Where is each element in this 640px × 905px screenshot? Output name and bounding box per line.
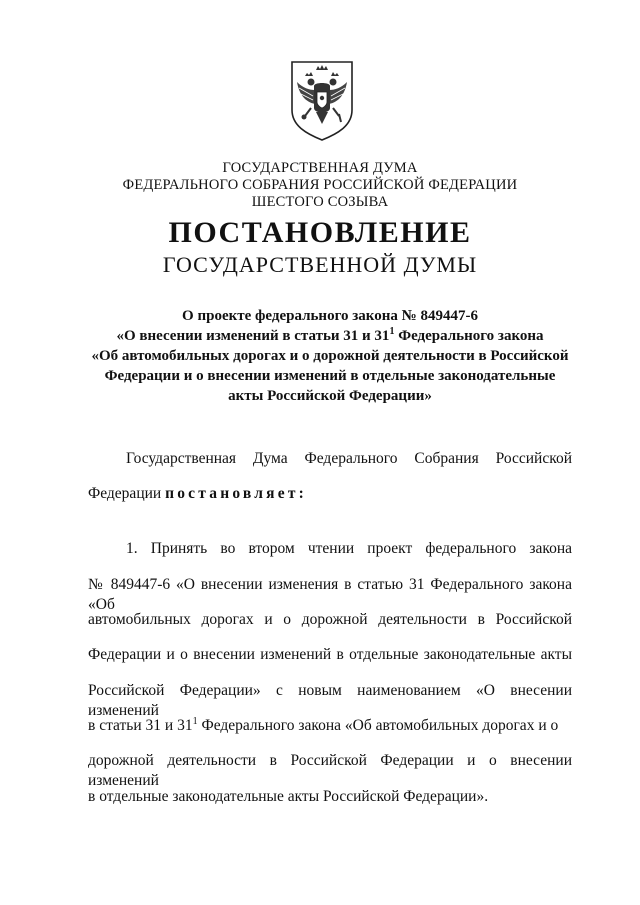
preamble-line-1: Государственная Дума Федерального Собрания Российской	[126, 450, 572, 467]
item1-line-4: Федерации и о внесении изменений в отдельные законодательные акты	[88, 646, 572, 663]
item1-line-5: Российской Федерации» с новым наименованием «О внесении изменений	[88, 682, 572, 719]
item1-line-6-text-b: Федерального закона «Об автомобильных дорогах и о	[197, 717, 559, 734]
subject-line-1: О проекте федерального закона № 849447-6	[182, 308, 478, 324]
subject-line-2-superscript: 1	[389, 326, 395, 337]
document-issuer-title: ГОСУДАРСТВЕННОЙ ДУМЫ	[162, 252, 478, 277]
item1-line-2: № 849447-6 «О внесении изменения в статью 31 Федерального закона «Об	[88, 576, 572, 613]
item1-line-6	[88, 716, 572, 736]
item1-line-8: в отдельные законодательные акты Российской Федерации».	[88, 788, 489, 805]
preamble-line-2	[88, 484, 572, 504]
subject-line-2-text-b: Федерального закона	[394, 328, 544, 344]
subject-line-4: Федерации и о внесении изменений в отдельные законодательные	[104, 368, 556, 384]
org-header	[0, 160, 640, 211]
subject-line-2	[80, 326, 580, 346]
item1-line-6-superscript: 1	[192, 716, 198, 727]
org-line-3: ШЕСТОГО СОЗЫВА	[251, 194, 389, 210]
document-subject	[80, 306, 580, 406]
org-line-1: ГОСУДАРСТВЕННАЯ ДУМА	[222, 160, 418, 176]
item1-line-3: автомобильных дорогах и о дорожной деятельности в Российской	[88, 611, 572, 628]
org-line-2: ФЕДЕРАЛЬНОГО СОБРАНИЯ РОССИЙСКОЙ ФЕДЕРАЦИИ	[122, 177, 518, 193]
document-type-title: ПОСТАНОВЛЕНИЕ	[168, 216, 472, 249]
preamble-line-2-text: Федерации	[88, 485, 166, 502]
preamble-decision-word: постановляет:	[165, 485, 307, 502]
subject-line-5: акты Российской Федерации»	[228, 388, 432, 404]
subject-line-3: «Об автомобильных дорогах и о дорожной деятельности в Российской	[91, 348, 569, 364]
item1-line-7: дорожной деятельности в Российской Федерации и о внесении изменений	[88, 752, 572, 789]
russian-coat-of-arms-icon	[289, 60, 355, 142]
item1-line-6-text-a: в статьи 31 и 31	[88, 717, 193, 734]
item1-line-1: 1. Принять во втором чтении проект федерального закона	[126, 540, 572, 557]
subject-line-2-text-a: «О внесении изменений в статьи 31 и 31	[116, 328, 390, 344]
